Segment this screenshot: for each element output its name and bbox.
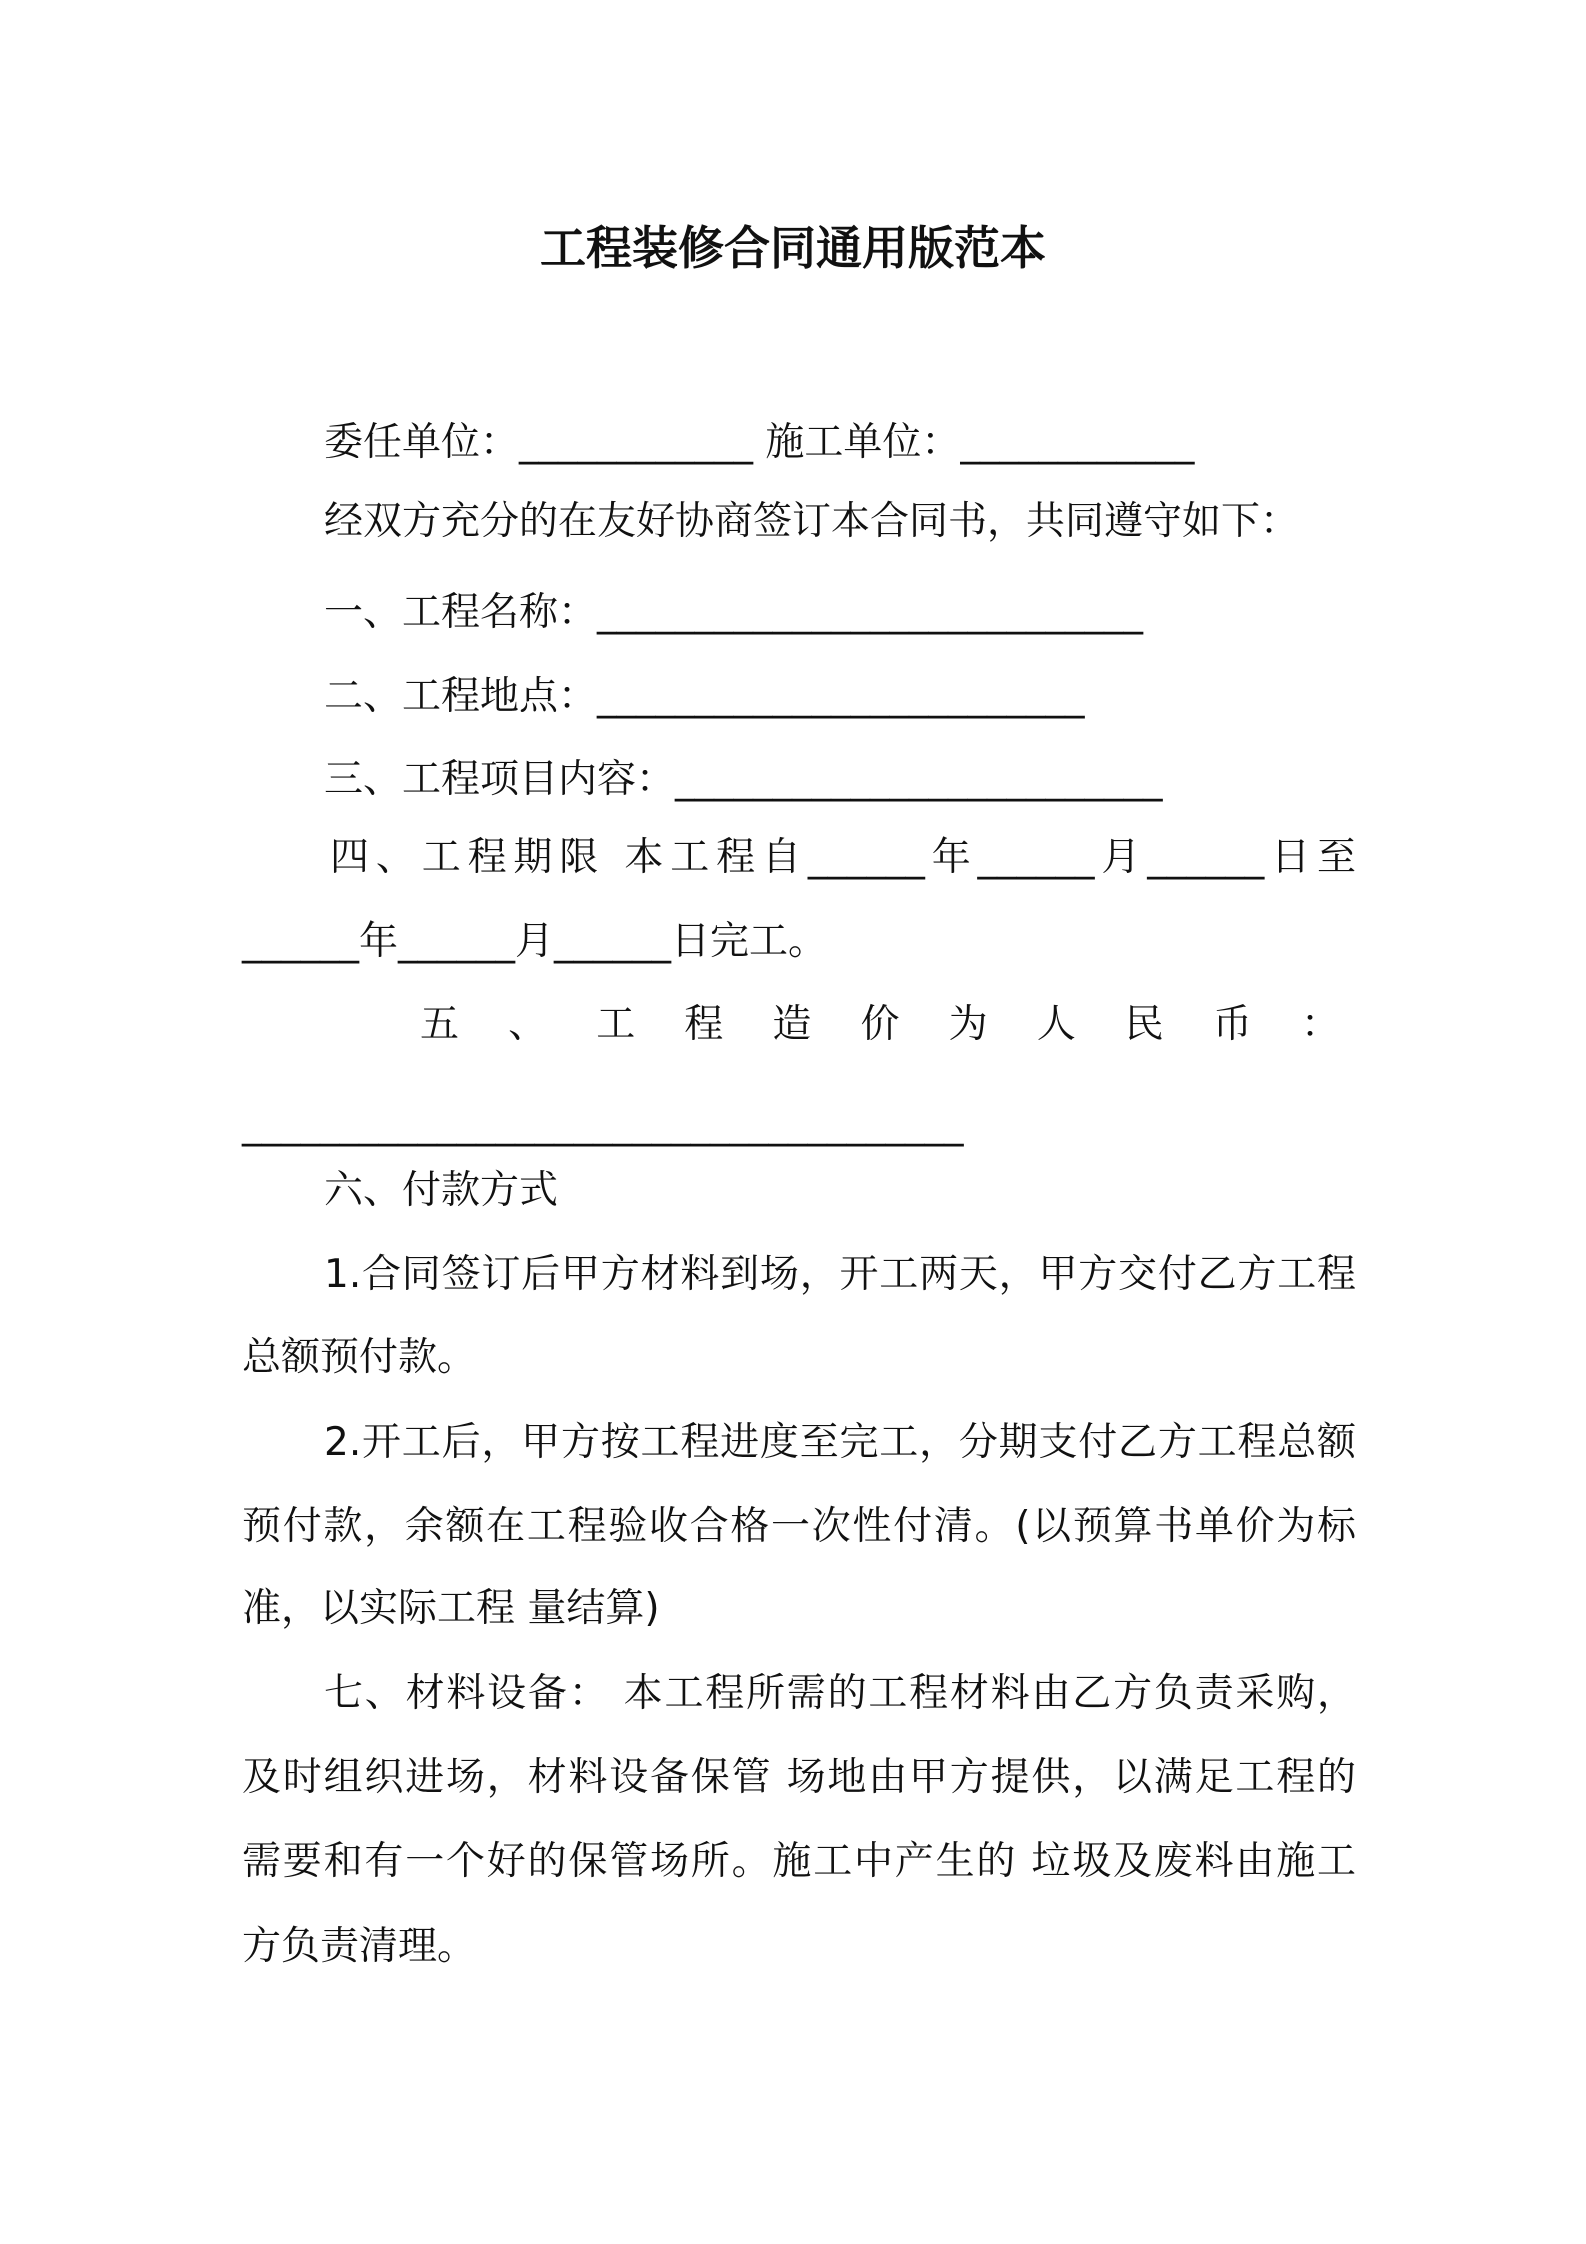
project-period-end-line: ______年______月______日完工。 <box>242 919 828 964</box>
project-content-line: 三、工程项目内容：_________________________ <box>324 757 1163 802</box>
payment-item-2: 2.开工后，甲方按工程进度至完工，分期支付乙方工程总额 <box>324 1420 1356 1465</box>
parties-line: 委任单位：____________ 施工单位：____________ <box>324 420 1195 465</box>
project-name-line: 一、工程名称：____________________________ <box>324 590 1144 635</box>
payment-item-2-end: 准，以实际工程 量结算) <box>242 1586 660 1631</box>
intro-line: 经双方充分的在友好协商签订本合同书，共同遵守如下： <box>324 499 1300 544</box>
payment-item-1: 1.合同签订后甲方材料到场，开工两天，甲方交付乙方工程 <box>324 1252 1356 1297</box>
project-cost-blank: _____________________________________ <box>242 1102 964 1147</box>
project-cost-line: 五、工程造价为人民币： <box>420 1002 1340 1047</box>
materials-line-2: 及时组织进场，材料设备保管 场地由甲方提供，以满足工程的 <box>242 1755 1356 1800</box>
project-period-line: 四、工程期限 本工程自______年______月______日至 <box>330 835 1356 880</box>
materials-line-3: 需要和有一个好的保管场所。施工中产生的 垃圾及废料由施工 <box>242 1839 1356 1884</box>
payment-heading: 六、付款方式 <box>324 1168 559 1213</box>
materials-line-1: 七、材料设备： 本工程所需的工程材料由乙方负责采购， <box>324 1671 1356 1716</box>
payment-item-1-cont: 总额预付款。 <box>242 1335 477 1380</box>
payment-item-2-cont: 预付款，余额在工程验收合格一次性付清。(以预算书单价为标 <box>242 1504 1356 1549</box>
document-title: 工程装修合同通用版范本 <box>540 221 1046 275</box>
project-location-line: 二、工程地点：_________________________ <box>324 674 1085 719</box>
materials-line-4: 方负责清理。 <box>242 1924 477 1969</box>
